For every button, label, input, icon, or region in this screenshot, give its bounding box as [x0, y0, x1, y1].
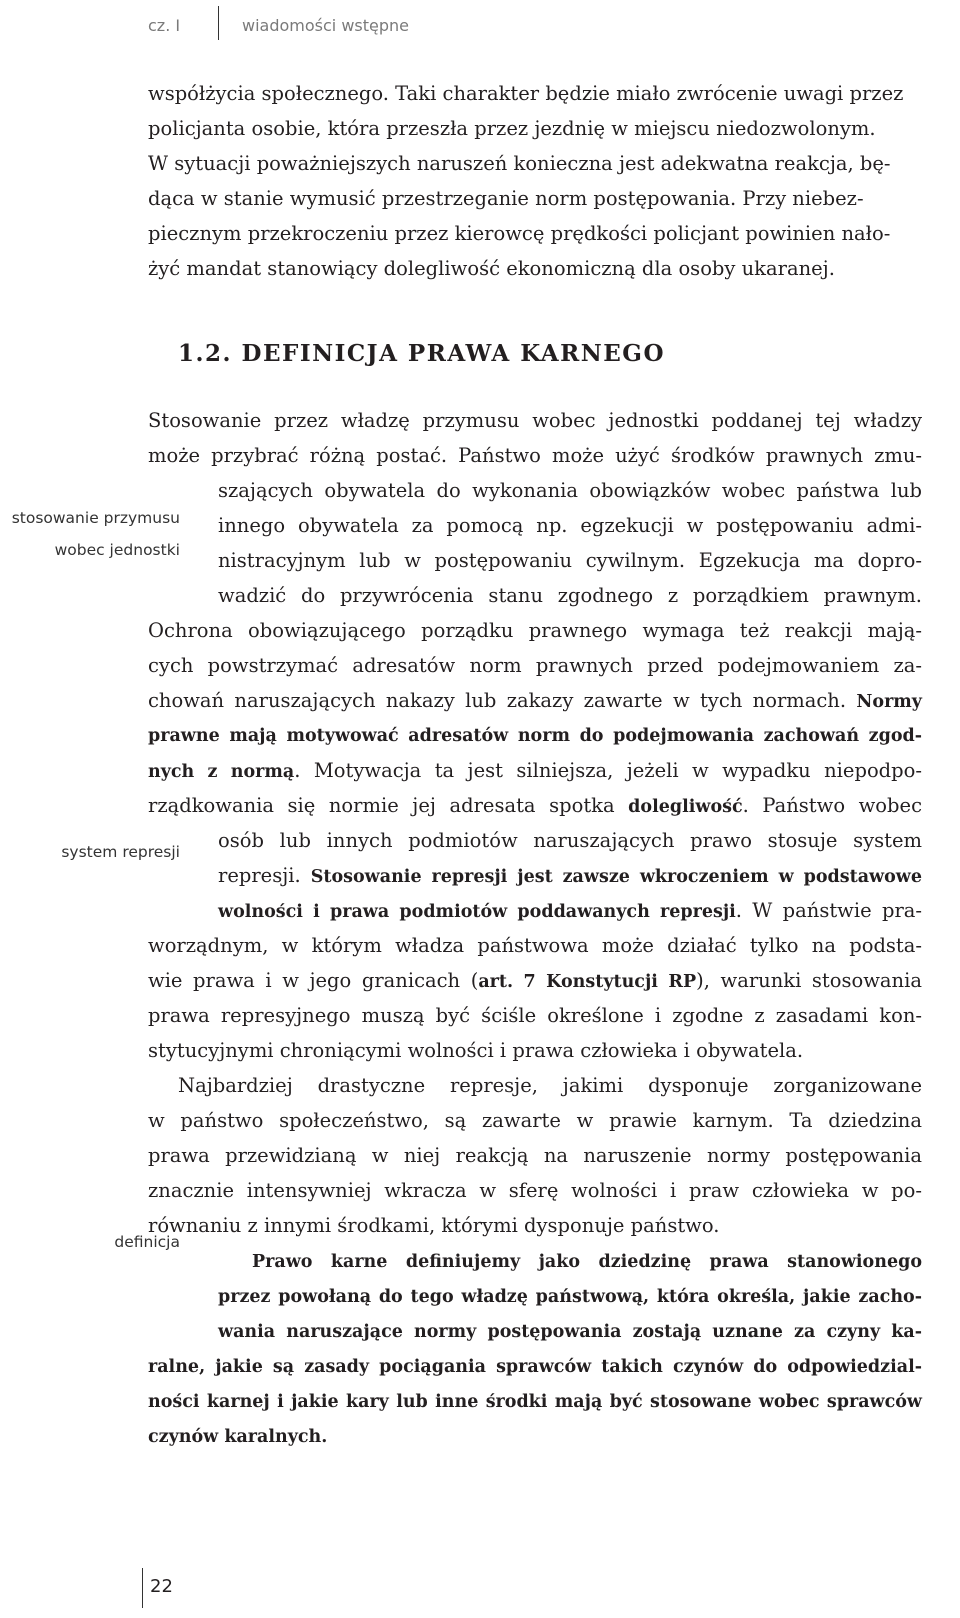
text-line: Ochrona obowiązującego porządku prawnego wymaga też reakcji mają-: [148, 619, 922, 642]
text-line: Prawo karne definiujemy jako dziedzinę prawa stanowionego: [252, 1252, 922, 1272]
text-line: wania naruszające normy postępowania zostają uznane za czyny ka-: [218, 1322, 922, 1342]
text-line: prawa przewidzianą w niej reakcją na naruszenie normy postępowania: [148, 1144, 922, 1167]
bold-span: nych z normą: [148, 762, 295, 782]
text-line: współżycia społecznego. Taki charakter będzie miało zwrócenie uwagi przez: [148, 82, 904, 105]
text-line: dąca w stanie wymusić przestrzeganie norm postępowania. Przy niebez-: [148, 187, 864, 210]
margin-note-definicja: definicja: [114, 1233, 180, 1251]
text-span: chowań naruszających nakazy lub zakazy zawarte w tych normach.: [148, 689, 847, 712]
header-divider: [218, 6, 219, 40]
margin-note-line: stosowanie przymusu: [11, 509, 180, 527]
text-line: prawa represyjnego muszą być ściśle określone i zgodne z zasadami kon-: [148, 1004, 922, 1027]
page-number: 22: [150, 1576, 173, 1597]
margin-note-system-represji: system represji: [61, 843, 180, 861]
text-line: wadzić do przywrócenia stanu zgodnego z porządkiem prawnym.: [218, 584, 922, 607]
text-line: Stosowanie przez władzę przymusu wobec jednostki poddanej tej władzy: [148, 409, 922, 432]
text-line: policjanta osobie, która przeszła przez jezdnię w miejscu niedozwolonym.: [148, 117, 876, 140]
text-line: [218, 864, 922, 887]
intro-paragraph: [148, 76, 931, 286]
text-line: [218, 899, 922, 922]
text-line: żyć mandat stanowiący dolegliwość ekonomiczną dla osoby ukaranej.: [148, 257, 835, 280]
text-line: ności karnej i jakie kary lub inne środki mają być stosowane wobec sprawców: [148, 1392, 922, 1412]
text-span: represji.: [218, 864, 301, 887]
text-line: przez powołaną do tego władzę państwową, która określa, jakie zacho-: [218, 1287, 922, 1307]
margin-note-stosowanie-przymusu: [12, 502, 180, 566]
chapter-title: wiadomości wstępne: [242, 16, 409, 35]
page-number-divider: [142, 1568, 143, 1608]
text-line: innego obywatela za pomocą np. egzekucji w postępowaniu admi-: [218, 514, 922, 537]
text-line: znacznie intensywniej wkracza w sferę wolności i praw człowieka w po-: [148, 1179, 922, 1202]
text-span: ), warunki stosowania: [696, 969, 922, 992]
text-line: cych powstrzymać adresatów norm prawnych przed podejmowaniem za-: [148, 654, 922, 677]
text-line: ralne, jakie są zasady pociągania sprawców takich czynów do odpowiedzial-: [148, 1357, 922, 1377]
text-line: [148, 794, 922, 817]
text-line: osób lub innych podmiotów naruszających prawo stosuje system: [218, 829, 922, 852]
text-line: nistracyjnym lub w postępowaniu cywilnym. Egzekucja ma dopro-: [218, 549, 922, 572]
chapter-label: cz. I: [148, 16, 181, 35]
text-span: . W państwie pra-: [735, 899, 922, 922]
text-line: [148, 969, 922, 992]
text-line: [148, 689, 922, 712]
bold-span: dolegliwość: [628, 797, 743, 817]
bold-span: wolności i prawa podmiotów poddawanych represji: [218, 902, 736, 922]
text-span: . Państwo wobec: [742, 794, 922, 817]
text-line: piecznym przekroczeniu przez kierowcę prędkości policjant powinien nało-: [148, 222, 891, 245]
bold-span: art. 7 Konstytucji RP: [478, 972, 697, 992]
text-line: prawne mają motywować adresatów norm do podejmowania zachowań zgod-: [148, 726, 922, 746]
text-span: rządkowania się normie jej adresata spotka: [148, 794, 615, 817]
text-line: szających obywatela do wykonania obowiązków wobec państwa lub: [218, 479, 922, 502]
margin-note-line: wobec jednostki: [54, 541, 180, 559]
bold-span: Stosowanie represji jest zawsze wkroczeniem w podstawowe: [310, 867, 922, 887]
text-span: wie prawa i w jego granicach (: [148, 969, 479, 992]
text-line: może przybrać różną postać. Państwo może użyć środków prawnych zmu-: [148, 444, 922, 467]
text-line: W sytuacji poważniejszych naruszeń konieczna jest adekwatna reakcja, bę-: [148, 152, 891, 175]
text-line: Najbardziej drastyczne represje, jakimi dysponuje zorganizowane: [178, 1074, 922, 1097]
text-line: stytucyjnymi chroniącymi wolności i prawa człowieka i obywatela.: [148, 1039, 804, 1062]
text-line: [148, 759, 922, 782]
bold-span: Normy: [856, 692, 922, 712]
text-line: w państwo społeczeństwo, są zawarte w prawie karnym. Ta dziedzina: [148, 1109, 922, 1132]
text-line: czynów karalnych.: [148, 1427, 328, 1447]
text-span: . Motywacja ta jest silniejsza, jeżeli w wypadku niepodpo-: [294, 759, 922, 782]
text-line: worządnym, w którym władza państwowa może działać tylko na podsta-: [148, 934, 922, 957]
section-heading: 1.2. DEFINICJA PRAWA KARNEGO: [178, 340, 665, 367]
text-line: równaniu z innymi środkami, którymi dysponuje państwo.: [148, 1214, 720, 1237]
